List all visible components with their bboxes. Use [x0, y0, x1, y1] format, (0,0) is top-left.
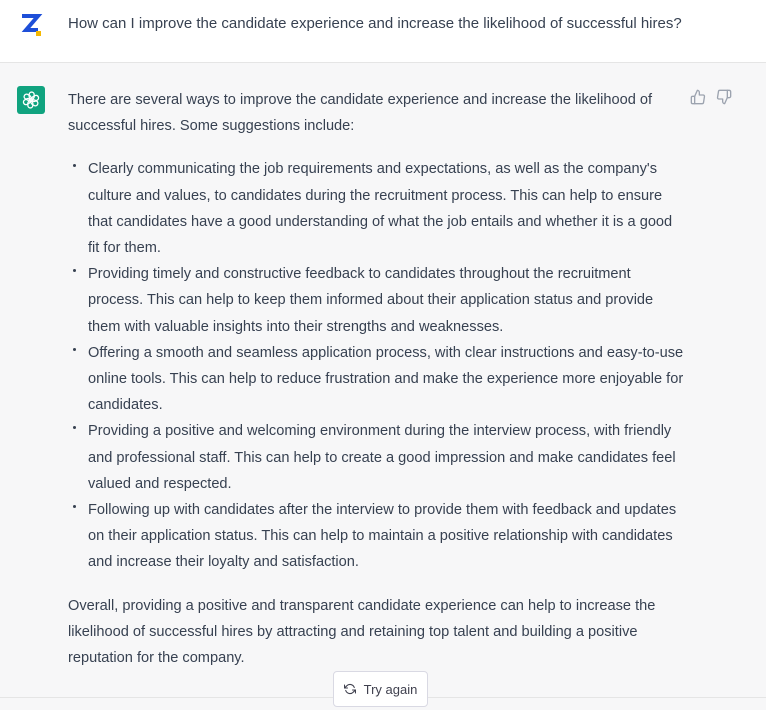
openai-logo-icon: [21, 90, 41, 110]
assistant-message-row: [0, 63, 766, 698]
list-item: Providing a positive and welcoming environment during the interview process, with friendly and professional staff. This can help to create a good impression and make candidates feel valued and respected.: [88, 418, 686, 497]
feedback-buttons: [690, 89, 732, 105]
list-item: Clearly communicating the job requirements and expectations, as well as the company's culture and values, to candidates during the recruitment process. This can help to ensure that candidates have a good understanding of what the job entails and whether it is a good fit for them.: [88, 156, 686, 261]
user-message-row: [0, 0, 766, 63]
assistant-avatar: [17, 86, 45, 114]
try-again-label: Try again: [363, 681, 418, 697]
try-again-button[interactable]: [333, 671, 428, 707]
list-item: Providing timely and constructive feedback to candidates throughout the recruitment process. This can help to keep them informed about their application status and provide them with valuable insights into their strengths and weaknesses.: [88, 261, 686, 340]
refresh-icon: [344, 683, 356, 695]
list-item: Offering a smooth and seamless application process, with clear instructions and easy-to-use online tools. This can help to reduce frustration and make the experience more enjoyable for candidates.: [88, 340, 686, 419]
user-logo-icon: [17, 11, 47, 41]
assistant-message-content: [68, 87, 686, 671]
suggestion-list: [68, 156, 686, 575]
user-message-text: How can I improve the candidate experience and increase the likelihood of successful hires?: [68, 15, 682, 32]
answer-conclusion: Overall, providing a positive and transparent candidate experience can help to increase the likelihood of successful hires by attracting and retaining top talent and building a positive reputation for the company.: [68, 597, 656, 667]
thumbs-up-icon[interactable]: [690, 89, 706, 105]
list-item: Following up with candidates after the interview to provide them with feedback and updates on their application status. This can help to maintain a positive relationship with candidates and increase their loyalty and satisfaction.: [88, 497, 686, 576]
thumbs-down-icon[interactable]: [716, 89, 732, 105]
answer-intro: There are several ways to improve the candidate experience and increase the likelihood of successful hires. Some suggestions include:: [68, 92, 653, 135]
